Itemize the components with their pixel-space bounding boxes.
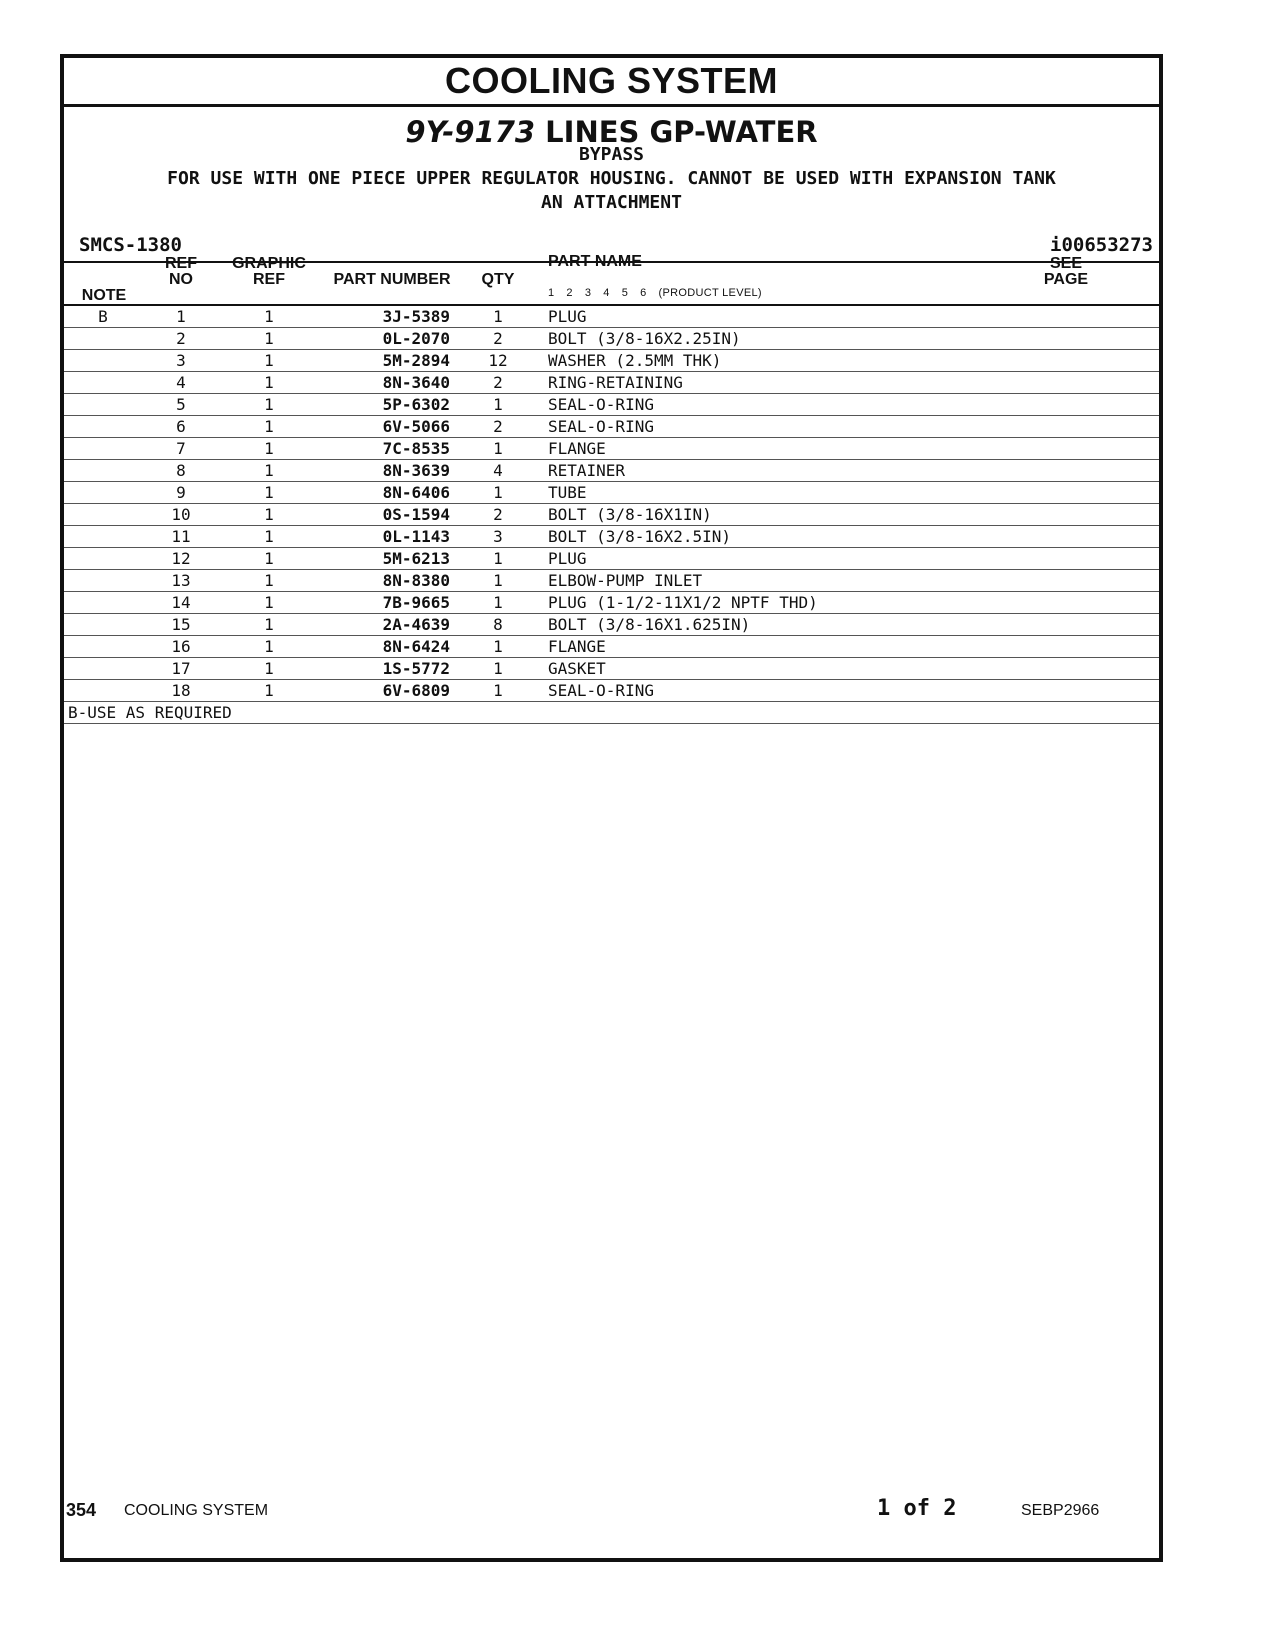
sheet-indicator: 1 of 2 xyxy=(877,1496,957,1521)
part-number-cell: 5M-2894 xyxy=(382,351,450,370)
ref-no-cell: 9 xyxy=(176,483,186,502)
qty-cell: 2 xyxy=(493,373,503,392)
part-name-cell: GASKET xyxy=(548,659,606,678)
graphic-ref-cell: 1 xyxy=(264,439,274,458)
table-row xyxy=(64,482,1159,504)
part-name-cell: WASHER (2.5MM THK) xyxy=(548,351,722,370)
part-name-cell: TUBE xyxy=(548,483,587,502)
footnote-row xyxy=(64,702,1159,724)
table-row xyxy=(64,570,1159,592)
part-number-cell: 5M-6213 xyxy=(382,549,450,568)
qty-cell: 1 xyxy=(493,593,503,612)
graphic-ref-cell: 1 xyxy=(264,549,274,568)
part-number-cell: 6V-5066 xyxy=(382,417,450,436)
graphic-ref-cell: 1 xyxy=(264,351,274,370)
graphic-ref-cell: 1 xyxy=(264,527,274,546)
part-number-cell: 8N-3639 xyxy=(382,461,450,480)
part-number-cell: 1S-5772 xyxy=(382,659,450,678)
part-name-cell: PLUG (1-1/2-11X1/2 NPTF THD) xyxy=(548,593,818,612)
column-header-see-page: SEE PAGE xyxy=(1043,255,1089,288)
part-name-cell: BOLT (3/8-16X2.5IN) xyxy=(548,527,732,546)
section-title: COOLING SYSTEM xyxy=(64,58,1159,107)
part-number-cell: 3J-5389 xyxy=(382,307,450,326)
table-row xyxy=(64,658,1159,680)
table-row xyxy=(64,416,1159,438)
qty-cell: 1 xyxy=(493,307,503,326)
group-name: LINES GP-WATER xyxy=(545,115,818,149)
table-row xyxy=(64,328,1159,350)
note-cell: B xyxy=(98,307,108,326)
table-row xyxy=(64,614,1159,636)
part-name-cell: RETAINER xyxy=(548,461,626,480)
graphic-ref-cell: 1 xyxy=(264,417,274,436)
qty-cell: 1 xyxy=(493,439,503,458)
smcs-code: SMCS-1380 xyxy=(79,234,182,256)
qty-cell: 1 xyxy=(493,571,503,590)
part-number-cell: 0S-1594 xyxy=(382,505,450,524)
qty-cell: 2 xyxy=(493,329,503,348)
group-description-line-3: AN ATTACHMENT xyxy=(541,192,682,213)
qty-cell: 2 xyxy=(493,505,503,524)
part-name-cell: FLANGE xyxy=(548,637,606,656)
qty-cell: 8 xyxy=(493,615,503,634)
table-row xyxy=(64,680,1159,702)
part-number-cell: 6V-6809 xyxy=(382,681,450,700)
publication-number: SEBP2966 xyxy=(1021,1502,1100,1519)
graphic-ref-cell: 1 xyxy=(264,637,274,656)
qty-cell: 3 xyxy=(493,527,503,546)
part-name-cell: RING-RETAINING xyxy=(548,373,683,392)
ref-no-cell: 10 xyxy=(171,505,191,524)
column-header-ref-no: REF NO xyxy=(165,255,197,288)
table-row xyxy=(64,504,1159,526)
qty-cell: 12 xyxy=(488,351,508,370)
qty-cell: 1 xyxy=(493,637,503,656)
graphic-ref-cell: 1 xyxy=(264,329,274,348)
product-levels: 1 2 3 4 5 6 (PRODUCT LEVEL) xyxy=(548,287,762,299)
column-header-qty: QTY xyxy=(481,271,515,288)
qty-cell: 4 xyxy=(493,461,503,480)
graphic-ref-cell: 1 xyxy=(264,659,274,678)
table-row xyxy=(64,372,1159,394)
graphic-ref-cell: 1 xyxy=(264,483,274,502)
group-part-number: 9Y-9173 xyxy=(405,115,536,149)
ref-no-cell: 2 xyxy=(176,329,186,348)
part-name-cell: PLUG xyxy=(548,307,587,326)
part-name-cell: SEAL-O-RING xyxy=(548,681,654,700)
table-row xyxy=(64,438,1159,460)
page-number: 354 xyxy=(66,1500,97,1520)
table-row xyxy=(64,636,1159,658)
part-name-cell: FLANGE xyxy=(548,439,606,458)
part-number-cell: 7C-8535 xyxy=(382,439,450,458)
ref-no-cell: 4 xyxy=(176,373,186,392)
part-name-cell: ELBOW-PUMP INLET xyxy=(548,571,703,590)
part-number-cell: 8N-3640 xyxy=(382,373,450,392)
table-row xyxy=(64,460,1159,482)
part-number-cell: 7B-9665 xyxy=(382,593,450,612)
part-name-cell: BOLT (3/8-16X1IN) xyxy=(548,505,712,524)
graphic-ref-cell: 1 xyxy=(264,593,274,612)
ref-no-cell: 12 xyxy=(171,549,191,568)
graphic-ref-cell: 1 xyxy=(264,505,274,524)
part-number-cell: 5P-6302 xyxy=(382,395,450,414)
ref-no-cell: 8 xyxy=(176,461,186,480)
ref-no-cell: 11 xyxy=(171,527,191,546)
table-row xyxy=(64,350,1159,372)
graphic-ref-cell: 1 xyxy=(264,373,274,392)
ref-no-cell: 18 xyxy=(171,681,191,700)
column-header-part-number: PART NUMBER xyxy=(333,271,451,288)
part-number-cell: 0L-2070 xyxy=(382,329,450,348)
ref-no-cell: 16 xyxy=(171,637,191,656)
ref-no-cell: 5 xyxy=(176,395,186,414)
column-header-graphic-ref: GRAPHIC REF xyxy=(232,255,306,288)
part-number-cell: 8N-6406 xyxy=(382,483,450,502)
part-name-cell: SEAL-O-RING xyxy=(548,395,654,414)
table-row xyxy=(64,592,1159,614)
group-description-line-1: BYPASS xyxy=(578,144,645,165)
column-header-note: NOTE xyxy=(81,287,127,304)
ref-no-cell: 15 xyxy=(171,615,191,634)
group-description-line-2: FOR USE WITH ONE PIECE UPPER REGULATOR HOUSING. CANNOT BE USED WITH EXPANSION TANK xyxy=(167,168,1056,189)
graphic-ref-cell: 1 xyxy=(264,681,274,700)
footnote: B-USE AS REQUIRED xyxy=(68,703,232,722)
ref-no-cell: 7 xyxy=(176,439,186,458)
ref-no-cell: 17 xyxy=(171,659,191,678)
part-name-cell: BOLT (3/8-16X2.25IN) xyxy=(548,329,741,348)
parts-table xyxy=(64,306,1159,724)
part-number-cell: 8N-8380 xyxy=(382,571,450,590)
ref-no-cell: 13 xyxy=(171,571,191,590)
graphic-ref-cell: 1 xyxy=(264,307,274,326)
page-frame xyxy=(60,54,1163,1562)
graphic-ref-cell: 1 xyxy=(264,571,274,590)
column-header-part-name: PART NAME xyxy=(548,253,642,270)
qty-cell: 1 xyxy=(493,549,503,568)
ref-no-cell: 1 xyxy=(176,307,186,326)
table-row xyxy=(64,394,1159,416)
ref-no-cell: 3 xyxy=(176,351,186,370)
illustration-id: i00653273 xyxy=(1050,234,1153,256)
ref-no-cell: 14 xyxy=(171,593,191,612)
qty-cell: 2 xyxy=(493,417,503,436)
qty-cell: 1 xyxy=(493,483,503,502)
graphic-ref-cell: 1 xyxy=(264,395,274,414)
graphic-ref-cell: 1 xyxy=(264,461,274,480)
part-number-cell: 8N-6424 xyxy=(382,637,450,656)
qty-cell: 1 xyxy=(493,681,503,700)
table-row xyxy=(64,526,1159,548)
part-number-cell: 2A-4639 xyxy=(382,615,450,634)
table-row xyxy=(64,306,1159,328)
graphic-ref-cell: 1 xyxy=(264,615,274,634)
part-name-cell: BOLT (3/8-16X1.625IN) xyxy=(548,615,751,634)
qty-cell: 1 xyxy=(493,395,503,414)
ref-no-cell: 6 xyxy=(176,417,186,436)
qty-cell: 1 xyxy=(493,659,503,678)
part-name-cell: PLUG xyxy=(548,549,587,568)
part-number-cell: 0L-1143 xyxy=(382,527,450,546)
part-name-cell: SEAL-O-RING xyxy=(548,417,654,436)
footer-section: COOLING SYSTEM xyxy=(124,1502,269,1519)
table-row xyxy=(64,548,1159,570)
